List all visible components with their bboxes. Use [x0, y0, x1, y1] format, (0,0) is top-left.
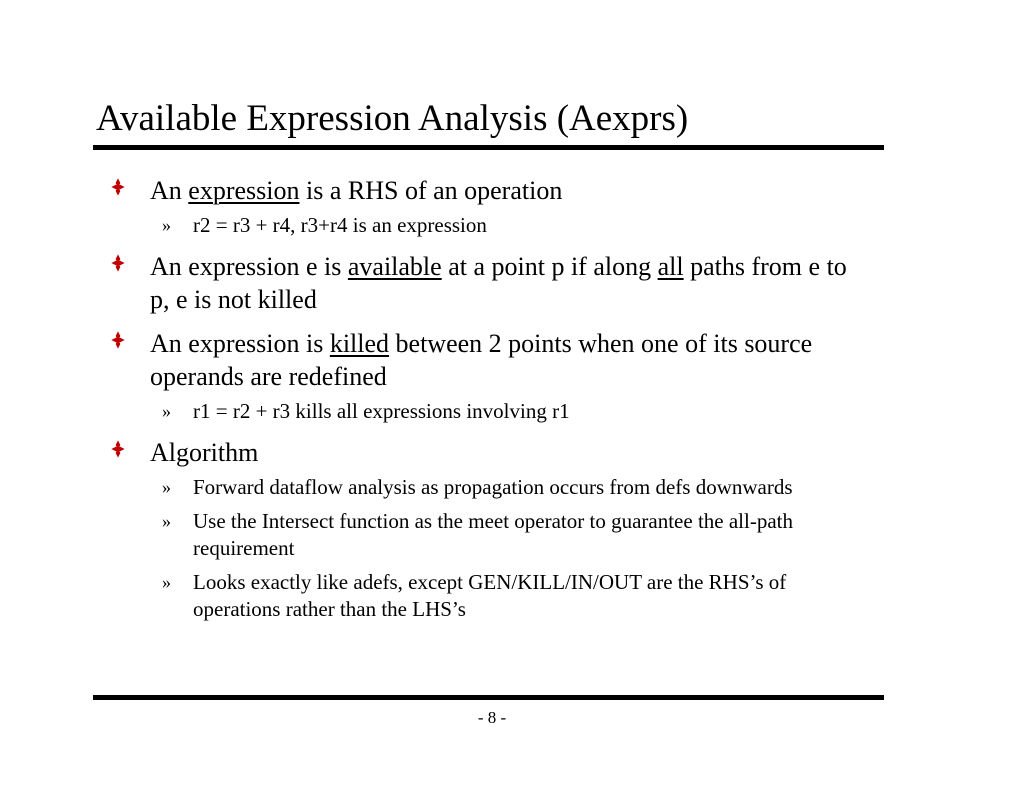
- bullet-item: [110, 436, 870, 469]
- sub-bullet-item: [110, 474, 870, 501]
- bullet-text: An: [150, 176, 189, 205]
- page-number: - 8 -: [477, 708, 507, 727]
- sub-bullet-marker: »: [162, 572, 171, 592]
- diamond-bullet-icon: [110, 253, 126, 273]
- underlined-term: available: [347, 252, 442, 281]
- sub-bullet-marker: »: [162, 401, 171, 421]
- bullet-item: [110, 174, 870, 207]
- diamond-bullet-icon: [110, 330, 126, 350]
- sub-bullet-text: r2 = r3 + r4, r3+r4 is an expression: [193, 213, 487, 237]
- sub-bullet-item: [110, 212, 870, 239]
- bullet-text: An expression is: [150, 329, 330, 358]
- diamond-bullet-icon: [110, 439, 126, 459]
- sub-bullet-text: Looks exactly like adefs, except GEN/KILL/IN/OUT are the RHS’s of operations rather than the LHS’s: [193, 570, 787, 621]
- slide-body: [110, 174, 870, 623]
- sub-bullet-text: r1 = r2 + r3 kills all expressions involving r1: [193, 399, 570, 423]
- bullet-text: is a RHS of an operation: [299, 176, 563, 205]
- sub-bullet-text: Use the Intersect function as the meet operator to guarantee the all-path requirement: [193, 509, 793, 560]
- sub-bullet-item: [110, 508, 870, 562]
- sub-bullet-text: Forward dataflow analysis as propagation occurs from defs downwards: [193, 475, 793, 499]
- sub-bullet-marker: »: [162, 477, 171, 497]
- bullet-text: An expression e is: [150, 252, 348, 281]
- footer-divider: [93, 695, 884, 700]
- sub-bullet-item: [110, 569, 870, 623]
- title-divider: [93, 145, 884, 150]
- slide-title: Available Expression Analysis (Aexprs): [96, 98, 689, 139]
- diamond-bullet-icon: [110, 177, 126, 197]
- underlined-term: expression: [188, 176, 300, 205]
- bullet-item: [110, 327, 870, 393]
- sub-bullet-marker: »: [162, 511, 171, 531]
- sub-bullet-marker: »: [162, 215, 171, 235]
- bullet-text: Algorithm: [150, 438, 259, 467]
- bullet-text: between 2 points when one of its source operands are redefined: [150, 329, 813, 391]
- underlined-term: all: [657, 252, 684, 281]
- bullet-text: at a point p if along: [441, 252, 658, 281]
- bullet-text: paths from e to p, e is not killed: [150, 252, 847, 314]
- underlined-term: killed: [329, 329, 390, 358]
- sub-bullet-item: [110, 398, 870, 425]
- bullet-item: [110, 250, 870, 316]
